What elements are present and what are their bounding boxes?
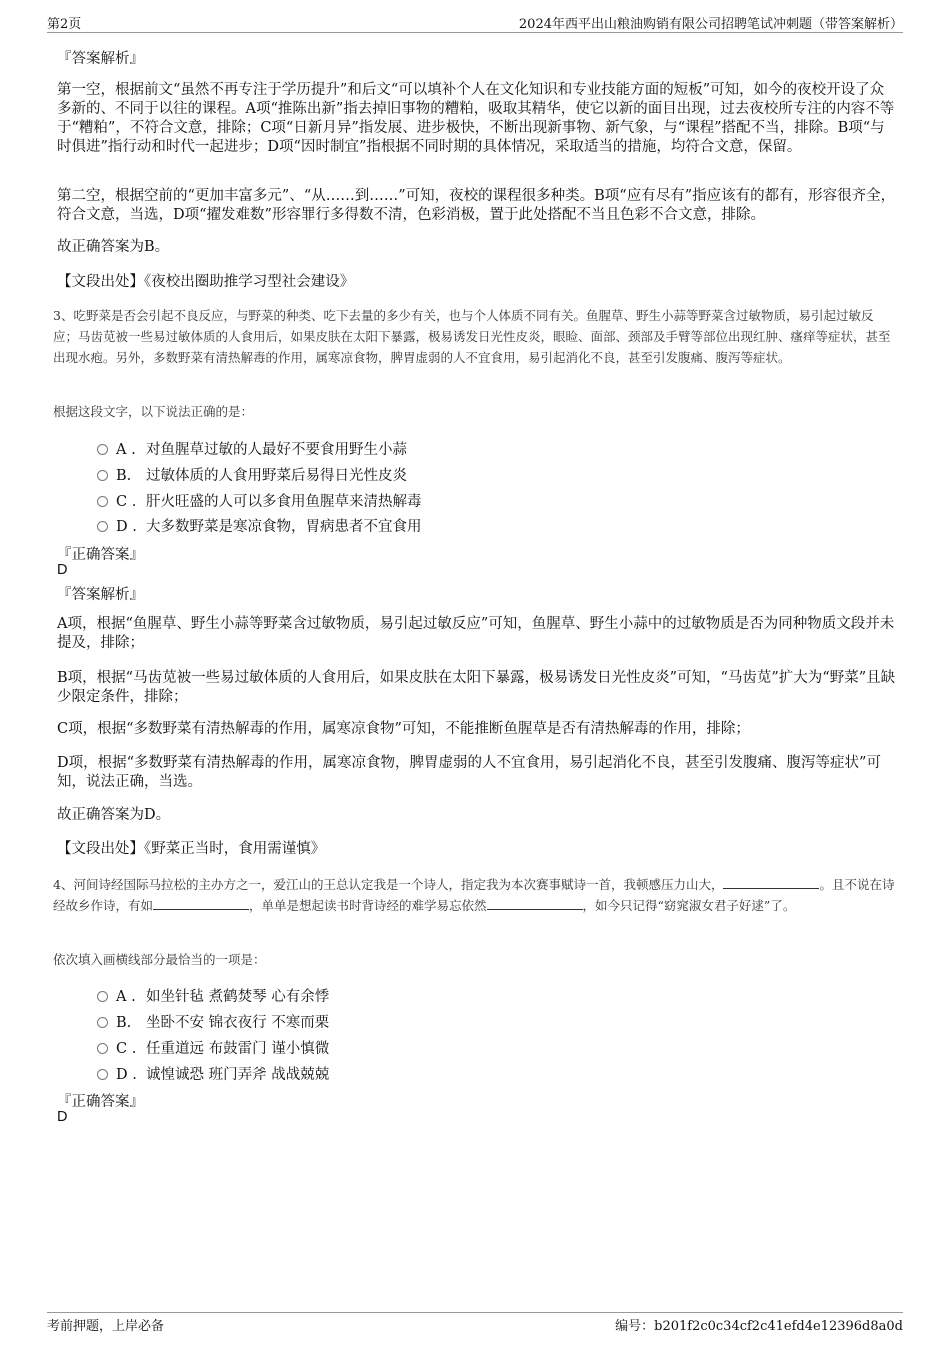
option-c[interactable]: C . 肝火旺盛的人可以多食用鱼腥草来清热解毒 bbox=[97, 490, 422, 511]
option-b[interactable]: B. 过敏体质的人食用野菜后易得日光性皮炎 bbox=[97, 464, 407, 485]
fill-blank bbox=[487, 897, 583, 910]
question-prompt: 根据这段文字，以下说法正确的是： bbox=[53, 404, 254, 419]
radio-icon[interactable] bbox=[97, 444, 108, 455]
analysis-label: 『答案解析』 bbox=[57, 587, 144, 603]
correct-answer-label: 『正确答案』 bbox=[57, 547, 144, 563]
fill-blank bbox=[153, 897, 249, 910]
document-id: 编号：b201f2c0c34cf2c41efd4e12396d8a0d bbox=[615, 1319, 903, 1334]
option-c[interactable]: C . 任重道远 布鼓雷门 谨小慎微 bbox=[97, 1037, 329, 1058]
page-footer bbox=[47, 1312, 903, 1334]
option-a[interactable]: A . 对鱼腥草过敏的人最好不要食用野生小蒜 bbox=[97, 438, 407, 459]
question-prompt: 依次填入画横线部分最恰当的一项是： bbox=[53, 952, 266, 967]
conclusion: 故正确答案为D。 bbox=[57, 807, 171, 823]
analysis-paragraph: 第二空，根据空前的“更加丰富多元”、“从……到……”可知，夜校的课程很多种类。B项“应有尽有”指应该有的都有，形容很齐全，符合文意，当选，D项“擢发难数”形容罪行多得数不清，色彩消极，置于此处搭配不当且色彩不合文意，排除。 bbox=[57, 188, 896, 223]
analysis-paragraph: 第一空，根据前文“虽然不再专注于学历提升”和后文“可以填补个人在文化知识和专业技能方面的短板”可知，如今的夜校开设了众多新的、不同于以往的课程。A项“推陈出新”指去掉旧事物的糟粕，吸取其精华，使它以新的面目出现，过去夜校所专注的内容不等于“糟粕”，不符合文意，排除；C项“日新月异”指发展、进步极快，不断出现新事物、新气象，与“课程”搭配不当，排除。B项“与时俱进”指行动和时代一起进步；D项“因时制宜”指根据不同时期的具体情况，采取适当的措施，均符合文意，保留。 bbox=[57, 82, 895, 155]
radio-icon[interactable] bbox=[97, 470, 108, 481]
radio-icon[interactable] bbox=[97, 496, 108, 507]
correct-answer-label: 『正确答案』 bbox=[57, 1094, 144, 1110]
radio-icon[interactable] bbox=[97, 1017, 108, 1028]
question-stem: 3、吃野菜是否会引起不良反应，与野菜的种类、吃下去量的多少有关，也与个人体质不同有关。鱼腥草、野生小蒜等野菜含过敏物质，易引起过敏反应；马齿苋被一些易过敏体质的人食用后，如果皮肤在太阳下暴露，极易诱发日光性皮炎，眼睑、面部、颈部及手臂等部位出现红肿、瘙痒等症状，甚至出现水疱。另外，多数野菜有清热解毒的作用，属寒凉食物，脾胃虚弱的人不宜食用，易引起消化不良，甚至引发腹痛、腹泻等症状。 bbox=[53, 308, 891, 365]
fill-blank bbox=[723, 876, 819, 889]
analysis-label: 『答案解析』 bbox=[57, 51, 144, 67]
page-number: 第2页 bbox=[47, 17, 82, 32]
page-header bbox=[47, 10, 903, 33]
correct-answer: D bbox=[57, 1109, 68, 1125]
option-d[interactable]: D . 诚惶诚恐 班门弄斧 战战兢兢 bbox=[97, 1063, 329, 1084]
analysis-item-a: A项，根据“鱼腥草、野生小蒜等野菜含过敏物质，易引起过敏反应”可知，鱼腥草、野生小蒜中的过敏物质是否为同种物质文段并未提及，排除； bbox=[57, 616, 895, 651]
radio-icon[interactable] bbox=[97, 521, 108, 532]
question-stem: 4、河间诗经国际马拉松的主办方之一，爱江山的王总认定我是一个诗人，指定我为本次赛事赋诗一首，我顿感压力山大， 。且不说在诗经故乡作诗，有如 ，单单是想起读书时背诗经的难学易忘依然 ，如今只记得“窈窕淑女君子好逑”了。 bbox=[53, 877, 895, 913]
analysis-item-b: B项，根据“马齿苋被一些易过敏体质的人食用后，如果皮肤在太阳下暴露，极易诱发日光性皮炎”可知，“马齿苋”扩大为“野菜”且缺少限定条件，排除； bbox=[57, 670, 896, 705]
correct-answer: D bbox=[57, 562, 68, 578]
option-b[interactable]: B. 坐卧不安 锦衣夜行 不寒而栗 bbox=[97, 1011, 329, 1032]
conclusion: 故正确答案为B。 bbox=[57, 239, 170, 255]
footer-slogan: 考前押题，上岸必备 bbox=[47, 1319, 165, 1334]
analysis-item-c: C项，根据“多数野菜有清热解毒的作用，属寒凉食物”可知，不能推断鱼腥草是否有清热解毒的作用，排除； bbox=[57, 721, 750, 737]
source-citation: 【文段出处】《夜校出圈助推学习型社会建设》 bbox=[57, 274, 355, 290]
source-citation: 【文段出处】《野菜正当时，食用需谨慎》 bbox=[57, 841, 326, 857]
radio-icon[interactable] bbox=[97, 991, 108, 1002]
document-title: 2024年西平出山粮油购销有限公司招聘笔试冲刺题（带答案解析） bbox=[518, 17, 903, 32]
radio-icon[interactable] bbox=[97, 1069, 108, 1080]
analysis-item-d: D项，根据“多数野菜有清热解毒的作用，属寒凉食物，脾胃虚弱的人不宜食用，易引起消化不良，甚至引发腹痛、腹泻等症状”可知，说法正确，当选。 bbox=[57, 755, 881, 790]
option-a[interactable]: A . 如坐针毡 煮鹤焚琴 心有余悸 bbox=[97, 985, 329, 1006]
radio-icon[interactable] bbox=[97, 1043, 108, 1054]
option-d[interactable]: D . 大多数野菜是寒凉食物，胃病患者不宜食用 bbox=[97, 515, 422, 536]
